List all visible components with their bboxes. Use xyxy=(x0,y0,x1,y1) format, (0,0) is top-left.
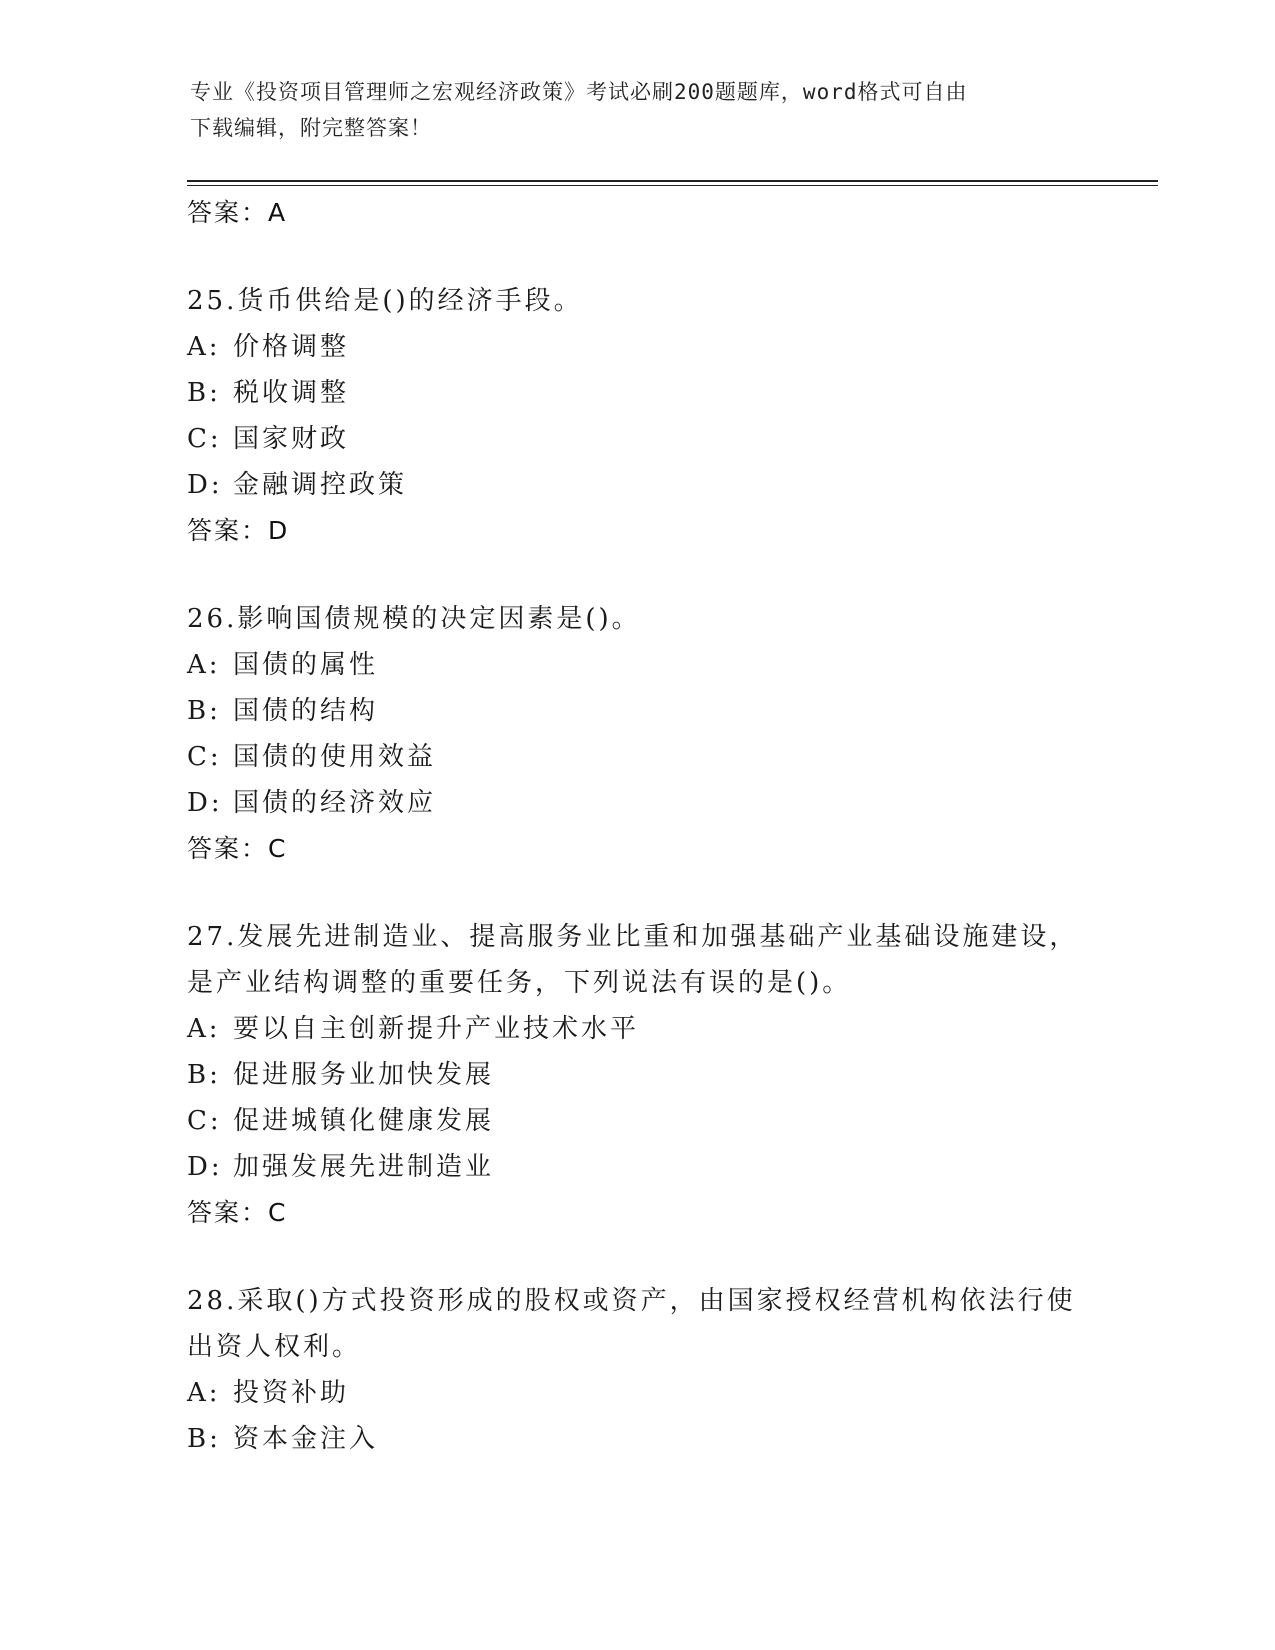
question-27-answer: 答案：C xyxy=(187,1198,288,1227)
question-27 xyxy=(187,914,1147,1236)
header-line-2: 下载编辑，附完整答案！ xyxy=(190,116,432,140)
option-letter: C: xyxy=(187,1106,222,1136)
option-text: 加强发展先进制造业 xyxy=(233,1152,495,1182)
question-27-text xyxy=(187,914,1147,1006)
question-28-option-a xyxy=(187,1370,1147,1416)
question-27-text-line-1: 27.发展先进制造业、提高服务业比重和加强基础产业基础设施建设， xyxy=(187,922,1079,952)
option-letter: B: xyxy=(187,1060,221,1090)
question-28-text-line-1: 28.采取()方式投资形成的股权或资产，由国家授权经营机构依法行使 xyxy=(187,1286,1076,1316)
option-letter: D: xyxy=(187,788,223,818)
question-25-option-a xyxy=(187,324,1147,370)
question-27-text-line-2: 是产业结构调整的重要任务，下列说法有误的是()。 xyxy=(187,968,852,998)
question-25-text: 25.货币供给是()的经济手段。 xyxy=(187,286,583,316)
question-26-option-c xyxy=(187,734,1147,780)
question-27-option-a xyxy=(187,1006,1147,1052)
answer-prev: 答案：A xyxy=(187,198,288,227)
option-text: 国债的属性 xyxy=(233,650,379,680)
option-letter: B: xyxy=(187,1424,221,1454)
question-26-option-a xyxy=(187,642,1147,688)
question-27-option-d xyxy=(187,1144,1147,1190)
question-list xyxy=(187,190,1147,1462)
question-28-option-b xyxy=(187,1416,1147,1462)
option-text: 金融调控政策 xyxy=(233,470,408,500)
option-text: 价格调整 xyxy=(233,332,350,362)
question-26-text: 26.影响国债规模的决定因素是()。 xyxy=(187,604,641,634)
option-letter: A: xyxy=(187,1378,221,1408)
question-25-option-c xyxy=(187,416,1147,462)
option-text: 投资补助 xyxy=(233,1378,350,1408)
option-text: 国债的经济效应 xyxy=(233,788,437,818)
header-divider-thin xyxy=(187,185,1158,186)
option-text: 国债的使用效益 xyxy=(233,742,437,772)
document-header xyxy=(190,74,1090,146)
header-line-1: 专业《投资项目管理师之宏观经济政策》考试必刷200题题库，word格式可自由 xyxy=(190,80,968,104)
question-28-text-line-2: 出资人权利。 xyxy=(187,1332,362,1362)
option-text: 促进城镇化健康发展 xyxy=(233,1106,495,1136)
option-letter: A: xyxy=(187,332,221,362)
question-26 xyxy=(187,596,1147,872)
option-text: 资本金注入 xyxy=(233,1424,379,1454)
option-text: 税收调整 xyxy=(233,378,350,408)
option-text: 要以自主创新提升产业技术水平 xyxy=(233,1014,640,1044)
question-25 xyxy=(187,278,1147,554)
question-25-answer: 答案：D xyxy=(187,516,290,545)
question-25-option-d xyxy=(187,462,1147,508)
option-letter: A: xyxy=(187,650,221,680)
option-letter: D: xyxy=(187,1152,223,1182)
option-letter: C: xyxy=(187,742,222,772)
option-letter: A: xyxy=(187,1014,221,1044)
question-27-option-c xyxy=(187,1098,1147,1144)
option-letter: C: xyxy=(187,424,222,454)
question-28 xyxy=(187,1278,1147,1462)
question-26-option-b xyxy=(187,688,1147,734)
option-letter: B: xyxy=(187,696,221,726)
option-letter: D: xyxy=(187,470,223,500)
question-27-option-b xyxy=(187,1052,1147,1098)
question-28-text xyxy=(187,1278,1147,1370)
option-text: 国债的结构 xyxy=(233,696,379,726)
question-25-option-b xyxy=(187,370,1147,416)
option-text: 国家财政 xyxy=(233,424,350,454)
option-text: 促进服务业加快发展 xyxy=(233,1060,495,1090)
question-26-option-d xyxy=(187,780,1147,826)
question-26-answer: 答案：C xyxy=(187,834,288,863)
header-divider-thick xyxy=(187,180,1158,182)
option-letter: B: xyxy=(187,378,221,408)
